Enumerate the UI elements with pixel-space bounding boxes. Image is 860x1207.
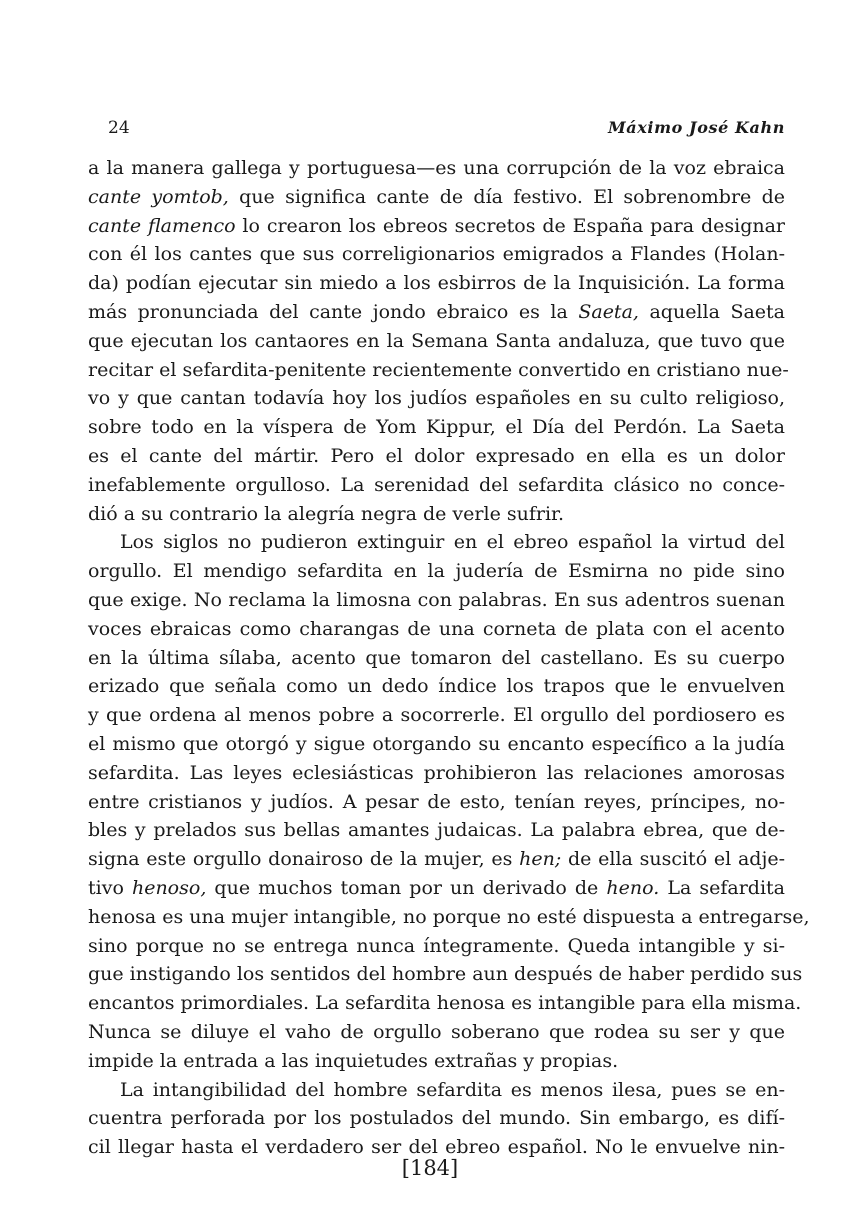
text-run: cuentra perforada por los postulados del mundo. Sin embargo, es difí-	[88, 1107, 785, 1130]
text-run: es el cante del mártir. Pero el dolor expresado en ella es un dolor	[88, 444, 785, 467]
text-run: vo y que cantan todavía hoy los judíos españoles en su culto religioso,	[88, 387, 785, 410]
italic-text-run: heno.	[606, 876, 660, 899]
text-run: impide la entrada a las inquietudes extrañas y propias.	[88, 1049, 619, 1072]
text-run: Nunca se diluye el vaho de orgullo soberano que rodea su ser y que	[88, 1020, 785, 1043]
text-run: tivo	[88, 876, 132, 899]
text-run: orgullo. El mendigo sefardita en la judería de Esmirna no pide sino	[88, 560, 785, 583]
text-run: Los siglos no pudieron extinguir en el ebreo español la virtud del	[120, 531, 785, 554]
italic-text-run: hen;	[519, 848, 562, 871]
folio-number: [184]	[401, 1156, 459, 1180]
text-run: recitar el sefardita-penitente recientemente convertido en cristiano nue-	[88, 358, 789, 381]
text-run: más pronunciada del cante jondo ebraico es la	[88, 300, 579, 323]
text-line	[88, 730, 785, 759]
text-run: aquella Saeta	[638, 300, 785, 323]
text-line	[88, 298, 785, 327]
text-run: sino porque no se entrega nunca íntegramente. Queda intangible y si-	[88, 934, 785, 957]
text-run: el mismo que otorgó y sigue otorgando su encanto específico a la judía	[88, 732, 785, 755]
text-line	[88, 989, 802, 1018]
text-run: bles y prelados sus bellas amantes judaicas. La palabra ebrea, que de-	[88, 819, 785, 842]
text-run: que exige. No reclama la limosna con palabras. En sus adentros suenan	[88, 588, 785, 611]
text-line	[88, 615, 785, 644]
italic-text-run: Saeta,	[578, 300, 639, 323]
text-run: dió a su contrario la alegría negra de verle sufrir.	[88, 502, 565, 525]
text-line	[88, 932, 785, 961]
text-run: con él los cantes que sus correligionarios emigrados a Flandes (Holan-	[88, 243, 785, 266]
text-line	[88, 586, 785, 615]
text-line	[88, 1104, 785, 1133]
page-header	[88, 118, 785, 142]
text-line	[88, 903, 810, 932]
text-run: a la manera gallega y portuguesa—es una corrupción de la voz ebraica	[88, 157, 785, 179]
text-line	[88, 701, 785, 730]
text-line	[88, 528, 785, 557]
text-run: y que ordena al menos pobre a socorrerle. El orgullo del pordiosero es	[88, 704, 785, 727]
text-line	[88, 788, 785, 817]
text-run: voces ebraicas como charangas de una corneta de plata con el acento	[88, 617, 785, 640]
text-run: cil llegar hasta el verdadero ser del ebreo español. No le envuelve nin-	[88, 1136, 785, 1159]
italic-text-run: cante flamenco	[88, 214, 236, 237]
text-line	[88, 442, 785, 471]
italic-text-run: henoso,	[131, 876, 207, 899]
running-head: Máximo José Kahn	[607, 118, 785, 137]
text-line	[88, 471, 785, 500]
text-line	[88, 816, 785, 845]
text-line	[88, 384, 785, 413]
text-run: que muchos toman por un derivado de	[206, 876, 607, 899]
text-run: lo crearon los ebreos secretos de España para designar	[235, 214, 785, 237]
text-run: encantos primordiales. La sefardita henosa es intangible para ella misma.	[88, 992, 802, 1015]
text-run: signa este orgullo donairoso de la mujer, es	[88, 848, 520, 871]
page-number: 24	[108, 118, 130, 138]
text-line	[88, 500, 785, 529]
text-line	[88, 960, 803, 989]
text-run: erizado que señala como un dedo índice los trapos que le envuelven	[88, 675, 785, 698]
text-run: en la última sílaba, acento que tomaron del castellano. Es su cuerpo	[88, 646, 785, 669]
italic-text-run: cante yomtob,	[88, 185, 229, 208]
text-run: da) podían ejecutar sin miedo a los esbirros de la Inquisición. La forma	[88, 272, 785, 295]
text-run: de ella suscitó el adje-	[561, 848, 785, 871]
text-run: sefardita. Las leyes eclesiásticas prohibieron las relaciones amorosas	[88, 761, 785, 784]
text-line	[88, 874, 785, 903]
text-line	[88, 845, 785, 874]
text-line	[88, 327, 785, 356]
text-run: que significa cante de día festivo. El sobrenombre de	[228, 185, 785, 208]
text-line	[88, 557, 785, 586]
text-line	[88, 1076, 785, 1105]
text-run: gue instigando los sentidos del hombre aun después de haber perdido sus	[88, 963, 803, 986]
body-text	[88, 154, 810, 1162]
text-run: que ejecutan los cantaores en la Semana Santa andaluza, que tuvo que	[88, 329, 785, 352]
text-line	[88, 154, 785, 183]
text-line	[88, 356, 789, 385]
text-run: La intangibilidad del hombre sefardita es menos ilesa, pues se en-	[120, 1078, 785, 1101]
text-line	[88, 644, 785, 673]
text-line	[88, 212, 785, 241]
text-line	[88, 183, 785, 212]
text-line	[88, 1047, 785, 1076]
text-run: La sefardita	[659, 876, 785, 899]
text-line	[88, 759, 785, 788]
text-line	[88, 672, 785, 701]
text-run: entre cristianos y judíos. A pesar de esto, tenían reyes, príncipes, no-	[88, 790, 785, 813]
text-line	[88, 269, 785, 298]
text-run: sobre todo en la víspera de Yom Kippur, el Día del Perdón. La Saeta	[88, 416, 785, 439]
text-run: inefablemente orgulloso. La serenidad del sefardita clásico no conce-	[88, 473, 785, 496]
text-run: henosa es una mujer intangible, no porque no esté dispuesta a entregarse,	[88, 905, 810, 928]
text-line	[88, 413, 785, 442]
text-line	[88, 240, 785, 269]
page-footer	[0, 1155, 860, 1181]
text-line	[88, 1018, 785, 1047]
